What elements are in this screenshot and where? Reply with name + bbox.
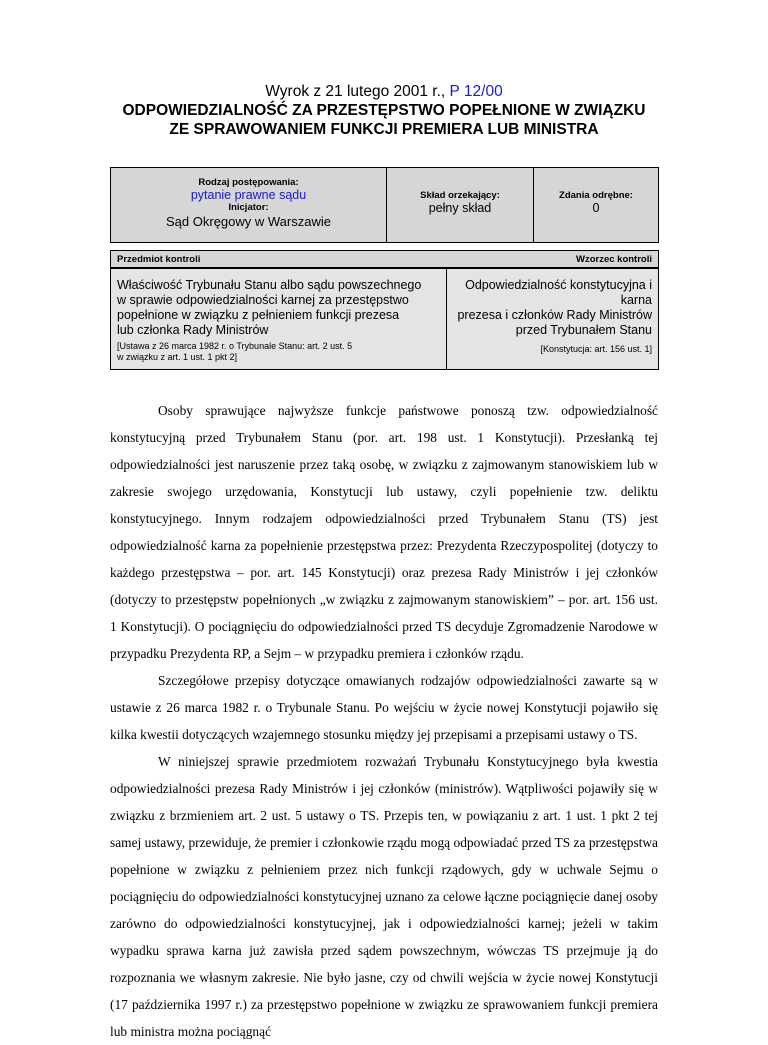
control-content-box xyxy=(110,268,659,370)
pattern-line-3: przed Trybunałem Stanu xyxy=(515,323,652,337)
control-header-box xyxy=(110,250,659,268)
pattern-line-2: prezesa i członków Rady Ministrów xyxy=(457,308,652,322)
subject-line-1: Właściwość Trybunału Stanu albo sądu powszechnego xyxy=(117,278,422,292)
verdict-date: Wyrok z 21 lutego 2001 r., xyxy=(265,83,450,100)
initiator-value: Sąd Okręgowy w Warszawie xyxy=(166,214,331,229)
pattern-label: Wzorzec kontroli xyxy=(575,254,652,265)
bench-value: pełny skład xyxy=(428,201,492,215)
proceeding-cell xyxy=(111,168,387,242)
subject-label: Przedmiot kontroli xyxy=(117,254,201,265)
case-reference-link[interactable]: P 12/00 xyxy=(449,83,503,100)
dissent-label: Zdania odrębne: xyxy=(559,190,633,201)
pattern-reference: [Konstytucja: art. 156 ust. 1] xyxy=(540,344,652,354)
paragraph-2: Szczegółowe przepisy dotyczące omawianych rodzajów odpowiedzialności zawarte są w ustawie z 26 marca 1982 r. o Trybunale Stanu. Po wejściu w życie nowej Konstytucji pojawiło się kilka kwestii dotyczących wzajemnego stosunku między jej przepisami a przepisami ustawy o TS. xyxy=(110,673,658,742)
initiator-label: Inicjator: xyxy=(228,202,269,213)
subject-cell xyxy=(111,269,447,369)
subject-line-3: popełnione w związku z pełnieniem funkcji prezesa xyxy=(117,308,400,322)
proceeding-label: Rodzaj postępowania: xyxy=(198,177,299,188)
subject-line-4: lub członka Rady Ministrów xyxy=(117,323,269,337)
bench-cell xyxy=(387,168,534,242)
verdict-line xyxy=(0,82,768,101)
dissent-value: 0 xyxy=(592,201,600,215)
paragraph-3: W niniejszej sprawie przedmiotem rozważań Trybunału Konstytucyjnego była kwestia odpowiedzialności prezesa Rady Ministrów i jej członków (ministrów). Wątpliwości pojawiły się w związku z brzmieniem art. 2 ust. 5 ustawy o TS. Przepis ten, w powiązaniu z art. 1 ust. 1 pkt 2 tej samej ustawy, przewiduje, że premier i członkowie rządu mogą odpowiadać przed TS za przestępstwa popełnione w związku z pełnieniem przez nich funkcji rządowych, gdy w uchwale Sejmu o pociągnięciu do odpowiedzialności konstytucyjnej uznano za celowe łączne pociągnięcie danej osoby zarówno do odpowiedzialności konstytucyjnej, jak i odpowiedzialności karnej; jeżeli w takim wypadku sprawa karna już zawisła przed sądem powszechnym, wówczas TS przejmuje ją do rozpoznania we własnym zakresie. Nie było jasne, czy od chwili wejścia w życie nowej Konstytucji (17 października 1997 r.) za przestępstwo popełnione w związku ze sprawowaniem funkcji premiera lub ministra można pociągnąć xyxy=(110,754,658,1039)
subject-reference-line-1: [Ustawa z 26 marca 1982 r. o Trybunale Stanu: art. 2 ust. 5 xyxy=(117,341,353,351)
summary-box xyxy=(110,167,659,243)
dissent-cell xyxy=(534,168,658,242)
proceeding-value: pytanie prawne sądu xyxy=(190,188,307,202)
document-title-line-1: ODPOWIEDZIALNOŚĆ ZA PRZESTĘPSTWO POPEŁNIONE W ZWIĄZKU xyxy=(122,102,646,119)
pattern-line-1: Odpowiedzialność konstytucyjna i karna xyxy=(465,278,652,307)
body-text xyxy=(110,397,658,1045)
subject-reference-line-2: w związku z art. 1 ust. 1 pkt 2] xyxy=(117,352,238,362)
document-title-line-2: ZE SPRAWOWANIEM FUNKCJI PREMIERA LUB MINISTRA xyxy=(169,121,599,138)
document-header xyxy=(0,82,768,139)
paragraph-1: Osoby sprawujące najwyższe funkcje państwowe ponoszą tzw. odpowiedzialność konstytucyjną przed Trybunałem Stanu (por. art. 198 ust. 1 Konstytucji). Przesłanką tej odpowiedzialności jest naruszenie przez taką osobę, w związku z zajmowanym stanowiskiem lub w zakresie swojego urzędowania, Konstytucji lub ustawy, czyli popełnienie tzw. deliktu konstytucyjnego. Innym rodzajem odpowiedzialności przed Trybunałem Stanu (TS) jest odpowiedzialność karna za popełnienie przestępstwa przez: Prezydenta Rzeczypospolitej (dotyczy to każdego przestępstwa – por. art. 145 Konstytucji) oraz prezesa Rady Ministrów i jej członków (dotyczy to przestępstw popełnionych „w związku z zajmowanym stanowiskiem” – por. art. 156 ust. 1 Konstytucji). O pociągnięciu do odpowiedzialności przed TS decyduje Zgromadzenie Narodowe w przypadku Prezydenta RP, a Sejm – w przypadku premiera i członków rządu. xyxy=(110,403,658,661)
pattern-cell xyxy=(447,269,658,369)
bench-label: Skład orzekający: xyxy=(420,190,500,201)
subject-line-2: w sprawie odpowiedzialności karnej za przestępstwo xyxy=(117,293,409,307)
